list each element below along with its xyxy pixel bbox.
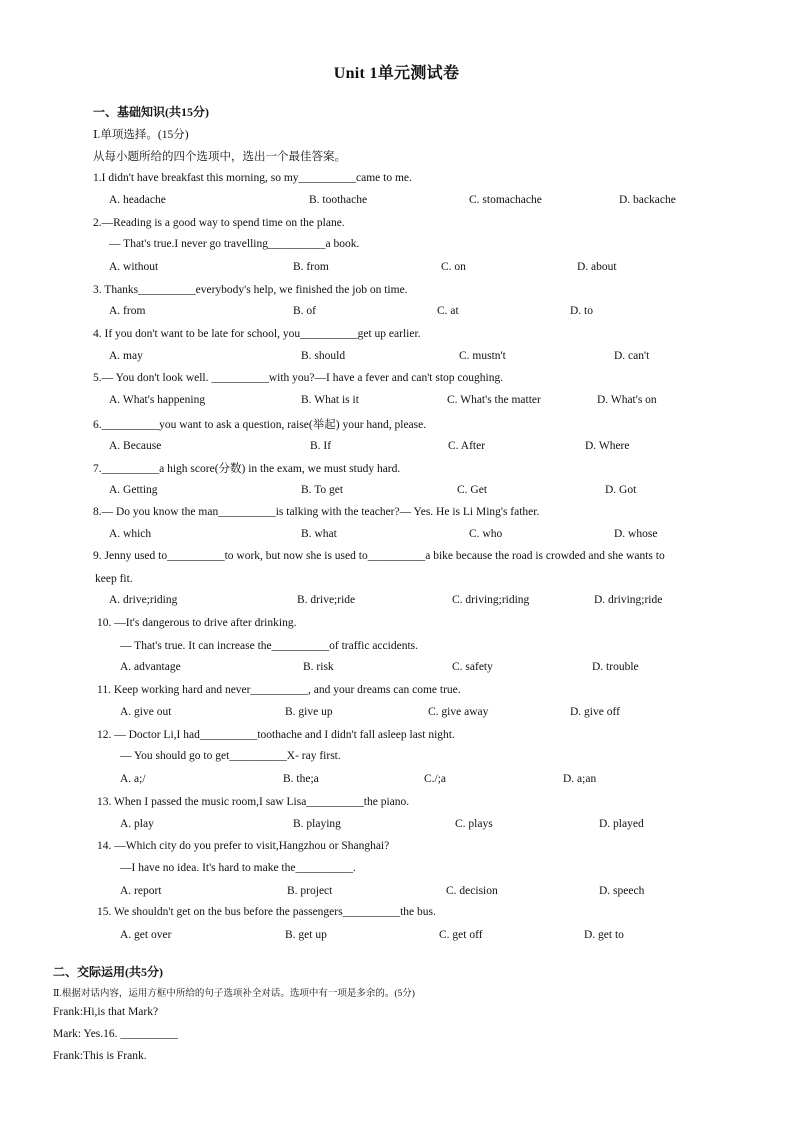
question-2-option-b: B. from bbox=[293, 261, 329, 273]
question-9-option-a: A. drive;riding bbox=[109, 594, 178, 606]
question-10-option-a: A. advantage bbox=[120, 661, 181, 673]
question-7-option-d: D. Got bbox=[605, 484, 637, 496]
question-15-option-b: B. get up bbox=[285, 929, 327, 941]
question-6-option-c: C. After bbox=[448, 440, 486, 452]
question-5-option-c: C. What's the matter bbox=[447, 394, 541, 406]
question-14-option-a: A. report bbox=[120, 885, 162, 897]
question-3-option-c: C. at bbox=[437, 305, 459, 317]
question-10-text: — That's true. It can increase the__________of traffic accidents. bbox=[120, 640, 418, 652]
question-9-text: 9. Jenny used to__________to work, but now she is used to__________a bike because the road is crowded and she wants to bbox=[93, 550, 665, 562]
question-13-option-a: A. play bbox=[120, 818, 154, 830]
question-14-text: —I have no idea. It's hard to make the__________. bbox=[120, 862, 356, 874]
question-13-option-b: B. playing bbox=[293, 818, 341, 830]
dialogue-line: Mark: Yes.16. __________ bbox=[53, 1028, 178, 1040]
question-4-option-c: C. mustn't bbox=[459, 350, 506, 362]
question-14-option-c: C. decision bbox=[446, 885, 498, 897]
question-1-option-a: A. headache bbox=[109, 194, 166, 206]
question-12-option-d: D. a;an bbox=[563, 773, 597, 785]
question-9-option-c: C. driving;riding bbox=[452, 594, 530, 606]
question-10-option-c: C. safety bbox=[452, 661, 493, 673]
question-1-option-b: B. toothache bbox=[309, 194, 368, 206]
question-10-option-d: D. trouble bbox=[592, 661, 639, 673]
question-3-option-a: A. from bbox=[109, 305, 146, 317]
question-7-option-c: C. Get bbox=[457, 484, 488, 496]
dialogue-line: Frank:This is Frank. bbox=[53, 1050, 147, 1062]
question-2-option-c: C. on bbox=[441, 261, 466, 273]
question-13-text: 13. When I passed the music room,I saw Lisa__________the piano. bbox=[97, 796, 410, 808]
question-12-text: — You should go to get__________X- ray first. bbox=[120, 750, 341, 762]
question-4-option-b: B. should bbox=[301, 350, 346, 362]
question-8-text: 8.— Do you know the man__________is talking with the teacher?— Yes. He is Li Ming's father. bbox=[93, 506, 540, 518]
question-13-option-d: D. played bbox=[599, 818, 644, 830]
question-14-option-d: D. speech bbox=[599, 885, 645, 897]
question-14-option-b: B. project bbox=[287, 885, 333, 897]
question-9-option-d: D. driving;ride bbox=[594, 594, 663, 606]
question-5-text: 5.— You don't look well. __________with you?—I have a fever and can't stop coughing. bbox=[93, 372, 504, 384]
question-8-option-d: D. whose bbox=[614, 528, 658, 540]
question-11-option-a: A. give out bbox=[120, 706, 172, 718]
question-11-text: 11. Keep working hard and never__________, and your dreams can come true. bbox=[97, 684, 461, 696]
question-1-text: 1.I didn't have breakfast this morning, so my__________came to me. bbox=[93, 172, 412, 184]
question-2-text: 2.—Reading is a good way to spend time on the plane. bbox=[93, 217, 345, 229]
question-8-option-a: A. which bbox=[109, 528, 152, 540]
question-7-text: 7.__________a high score(分数) in the exam, we must study hard. bbox=[93, 463, 401, 475]
question-15-text: 15. We shouldn't get on the bus before the passengers__________the bus. bbox=[97, 906, 436, 918]
question-3-option-d: D. to bbox=[570, 305, 593, 317]
question-8-option-b: B. what bbox=[301, 528, 337, 540]
question-2-text: — That's true.I never go travelling__________a book. bbox=[109, 238, 360, 250]
question-2-option-a: A. without bbox=[109, 261, 159, 273]
question-1-option-d: D. backache bbox=[619, 194, 676, 206]
section-2-heading: 二、交际运用(共5分) bbox=[53, 965, 163, 979]
question-15-option-d: D. get to bbox=[584, 929, 624, 941]
question-12-text: 12. — Doctor Li,I had__________toothache and I didn't fall asleep last night. bbox=[97, 729, 455, 741]
question-7-option-a: A. Getting bbox=[109, 484, 158, 496]
page-title: Unit 1单元测试卷 bbox=[333, 65, 460, 82]
question-11-option-b: B. give up bbox=[285, 706, 333, 718]
question-6-option-d: D. Where bbox=[585, 440, 630, 452]
question-6-option-b: B. If bbox=[310, 440, 332, 452]
section-1-heading: 一、基础知识(共15分) bbox=[93, 105, 209, 119]
question-14-text: 14. —Which city do you prefer to visit,Hangzhou or Shanghai? bbox=[97, 840, 390, 852]
question-3-option-b: B. of bbox=[293, 305, 316, 317]
dialogue-line: Frank:Hi,is that Mark? bbox=[53, 1006, 159, 1018]
question-4-text: 4. If you don't want to be late for school, you__________get up earlier. bbox=[93, 328, 421, 340]
question-4-option-a: A. may bbox=[109, 350, 143, 362]
question-15-option-a: A. get over bbox=[120, 929, 172, 941]
question-6-option-a: A. Because bbox=[109, 440, 162, 452]
part-1-heading: Ⅰ.单项选择。(15分) bbox=[93, 129, 189, 141]
section-2-instruction: Ⅱ.根据对话内容，运用方框中所给的句子选项补全对话。选项中有一项是多余的。(5分) bbox=[53, 989, 415, 999]
question-2-option-d: D. about bbox=[577, 261, 617, 273]
part-1-instruction: 从每小题所给的四个选项中，选出一个最佳答案。 bbox=[93, 151, 346, 163]
question-12-option-c: C./;a bbox=[424, 773, 447, 785]
question-9-text: keep fit. bbox=[95, 573, 133, 585]
question-3-text: 3. Thanks__________everybody's help, we finished the job on time. bbox=[93, 284, 408, 296]
question-5-option-b: B. What is it bbox=[301, 394, 359, 406]
question-5-option-d: D. What's on bbox=[597, 394, 657, 406]
question-9-option-b: B. drive;ride bbox=[297, 594, 356, 606]
question-10-option-b: B. risk bbox=[303, 661, 334, 673]
question-1-option-c: C. stomachache bbox=[469, 194, 542, 206]
question-10-text: 10. —It's dangerous to drive after drinking. bbox=[97, 617, 297, 629]
question-6-text: 6.__________you want to ask a question, raise(举起) your hand, please. bbox=[93, 419, 427, 431]
question-8-option-c: C. who bbox=[469, 528, 503, 540]
question-7-option-b: B. To get bbox=[301, 484, 344, 496]
question-13-option-c: C. plays bbox=[455, 818, 493, 830]
question-4-option-d: D. can't bbox=[614, 350, 650, 362]
question-5-option-a: A. What's happening bbox=[109, 394, 206, 406]
question-12-option-a: A. a;/ bbox=[120, 773, 146, 785]
question-15-option-c: C. get off bbox=[439, 929, 483, 941]
question-11-option-c: C. give away bbox=[428, 706, 489, 718]
question-12-option-b: B. the;a bbox=[283, 773, 319, 785]
question-11-option-d: D. give off bbox=[570, 706, 620, 718]
